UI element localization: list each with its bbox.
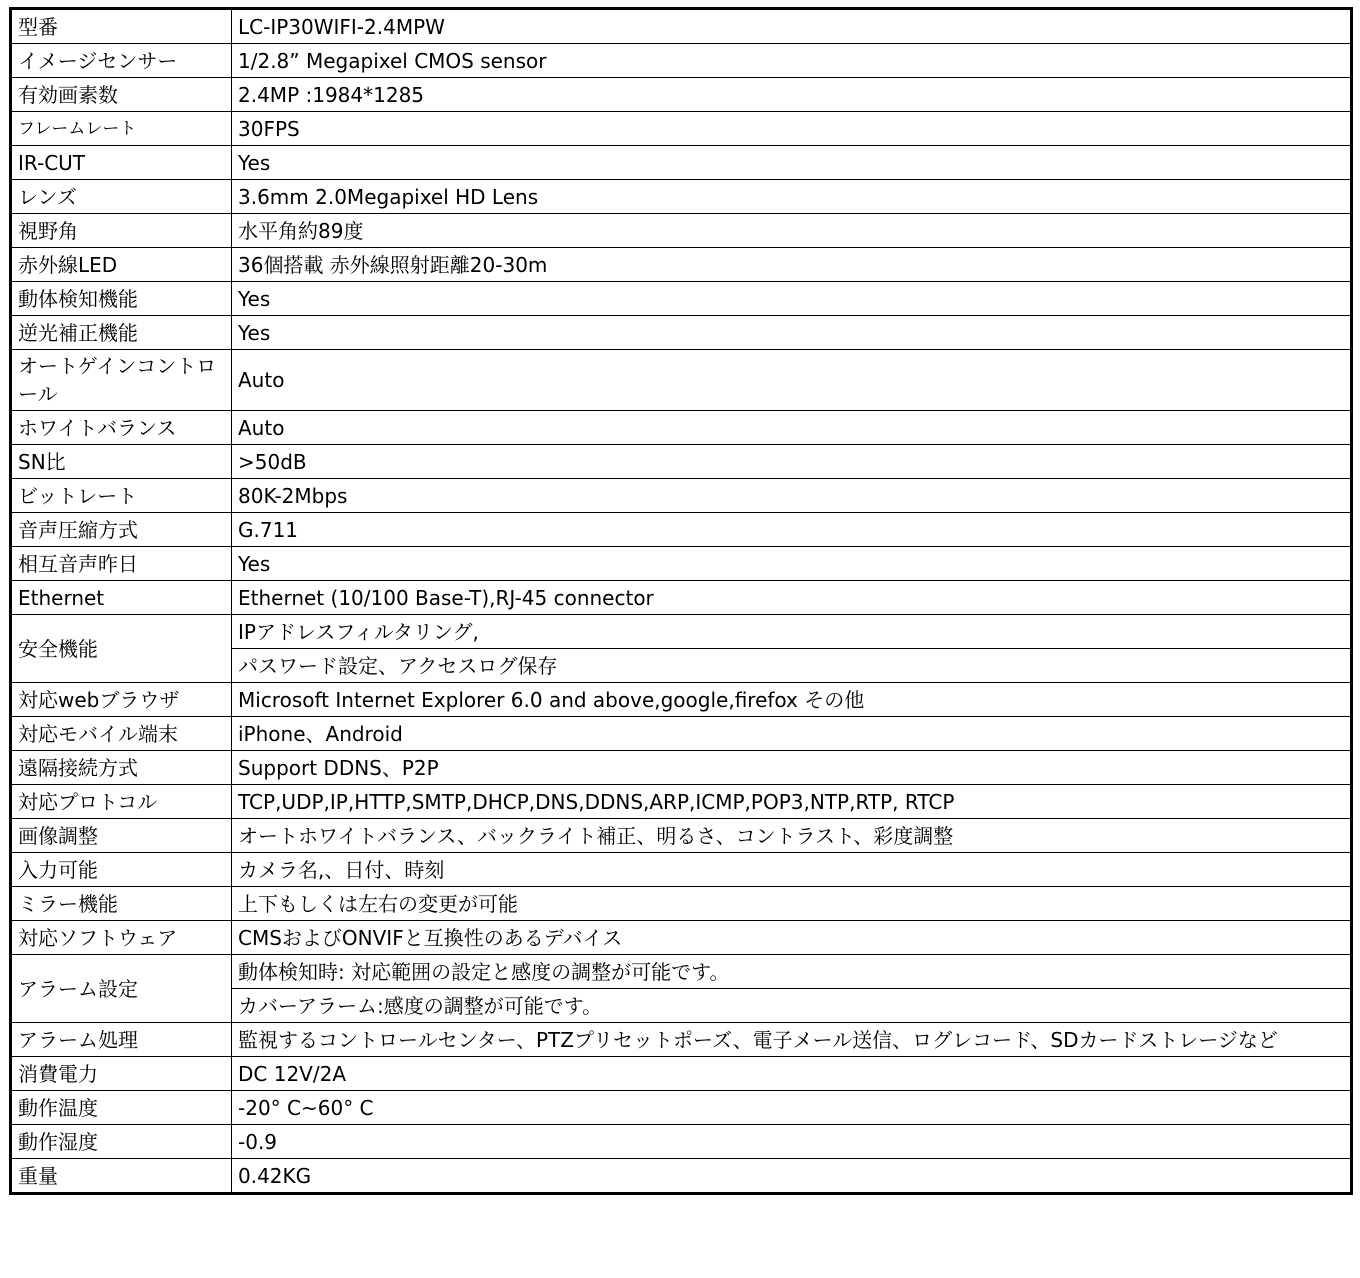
spec-row [11,44,1352,78]
spec-label: 入力可能 [11,853,232,887]
spec-row [11,921,1352,955]
spec-row [11,955,1352,989]
spec-row [11,180,1352,214]
spec-row [11,683,1352,717]
spec-label: 動作湿度 [11,1125,232,1159]
spec-value: Yes [232,547,1352,581]
spec-label: オートゲインコントロール [11,350,232,411]
spec-value: 30FPS [232,112,1352,146]
spec-value: Auto [232,350,1352,411]
spec-row [11,717,1352,751]
spec-label: SN比 [11,445,232,479]
spec-value: 上下もしくは左右の変更が可能 [232,887,1352,921]
spec-row [11,513,1352,547]
spec-row [11,887,1352,921]
spec-row [11,581,1352,615]
spec-label: 赤外線LED [11,248,232,282]
spec-row [11,615,1352,649]
spec-label: フレームレート [11,112,232,146]
spec-label: 視野角 [11,214,232,248]
spec-value: 0.42KG [232,1159,1352,1194]
spec-label: 逆光補正機能 [11,316,232,350]
spec-label: 有効画素数 [11,78,232,112]
spec-value: 80K-2Mbps [232,479,1352,513]
spec-label: イメージセンサー [11,44,232,78]
spec-value: カバーアラーム:感度の調整が可能です。 [232,989,1352,1023]
spec-row [11,316,1352,350]
spec-row [11,350,1352,411]
spec-label: 遠隔接続方式 [11,751,232,785]
spec-value: iPhone、Android [232,717,1352,751]
spec-row [11,819,1352,853]
spec-value: G.711 [232,513,1352,547]
spec-value: Yes [232,146,1352,180]
spec-label: 画像調整 [11,819,232,853]
spec-value: カメラ名,、日付、時刻 [232,853,1352,887]
spec-row [11,445,1352,479]
spec-value: -20° C~60° C [232,1091,1352,1125]
spec-value: Yes [232,316,1352,350]
spec-value: >50dB [232,445,1352,479]
spec-label: 相互音声昨日 [11,547,232,581]
spec-label: 対応モバイル端末 [11,717,232,751]
spec-label: レンズ [11,180,232,214]
spec-value: Auto [232,411,1352,445]
spec-value: 1/2.8” Megapixel CMOS sensor [232,44,1352,78]
spec-value: DC 12V/2A [232,1057,1352,1091]
spec-row [11,1023,1352,1057]
spec-row [11,1091,1352,1125]
spec-value: Yes [232,282,1352,316]
spec-value: オートホワイトバランス、バックライト補正、明るさ、コントラスト、彩度調整 [232,819,1352,853]
spec-label: ミラー機能 [11,887,232,921]
spec-value: LC-IP30WIFI-2.4MPW [232,9,1352,44]
spec-row [11,751,1352,785]
spec-label: 対応ソフトウェア [11,921,232,955]
spec-label: 消費電力 [11,1057,232,1091]
spec-value: Ethernet (10/100 Base-T),RJ-45 connector [232,581,1352,615]
spec-label: IR-CUT [11,146,232,180]
spec-row [11,146,1352,180]
spec-row [11,853,1352,887]
spec-row [11,785,1352,819]
spec-row [11,547,1352,581]
spec-label: 安全機能 [11,615,232,683]
spec-value: パスワード設定、アクセスログ保存 [232,649,1352,683]
spec-value: TCP,UDP,IP,HTTP,SMTP,DHCP,DNS,DDNS,ARP,ICMP,POP3,NTP,RTP, RTCP [232,785,1352,819]
spec-value: -0.9 [232,1125,1352,1159]
spec-row [11,78,1352,112]
spec-row [11,9,1352,44]
spec-row [11,112,1352,146]
spec-value: 動体検知時: 対応範囲の設定と感度の調整が可能です。 [232,955,1352,989]
spec-label: 音声圧縮方式 [11,513,232,547]
spec-label: 重量 [11,1159,232,1194]
spec-label: 型番 [11,9,232,44]
spec-label: 対応プロトコル [11,785,232,819]
spec-row [11,411,1352,445]
spec-value: 水平角約89度 [232,214,1352,248]
spec-table-body [11,9,1352,1194]
spec-table [9,7,1353,1195]
spec-value: 監視するコントロールセンター、PTZプリセットポーズ、電子メール送信、ログレコード、SDカードストレージなど [232,1023,1352,1057]
spec-value: 3.6mm 2.0Megapixel HD Lens [232,180,1352,214]
spec-value: Microsoft Internet Explorer 6.0 and above,google,firefox その他 [232,683,1352,717]
spec-row [11,1125,1352,1159]
spec-row [11,479,1352,513]
spec-row [11,282,1352,316]
spec-label: Ethernet [11,581,232,615]
spec-value: 36個搭載 赤外線照射距離20-30m [232,248,1352,282]
spec-label: ビットレート [11,479,232,513]
spec-value: CMSおよびONVIFと互換性のあるデバイス [232,921,1352,955]
spec-row [11,214,1352,248]
spec-label: アラーム処理 [11,1023,232,1057]
spec-row [11,1159,1352,1194]
spec-label: 動体検知機能 [11,282,232,316]
spec-label: 対応webブラウザ [11,683,232,717]
spec-row [11,1057,1352,1091]
spec-value: 2.4MP :1984*1285 [232,78,1352,112]
spec-value: IPアドレスフィルタリング, [232,615,1352,649]
spec-label: 動作温度 [11,1091,232,1125]
spec-label: アラーム設定 [11,955,232,1023]
spec-row [11,248,1352,282]
spec-value: Support DDNS、P2P [232,751,1352,785]
spec-label: ホワイトバランス [11,411,232,445]
